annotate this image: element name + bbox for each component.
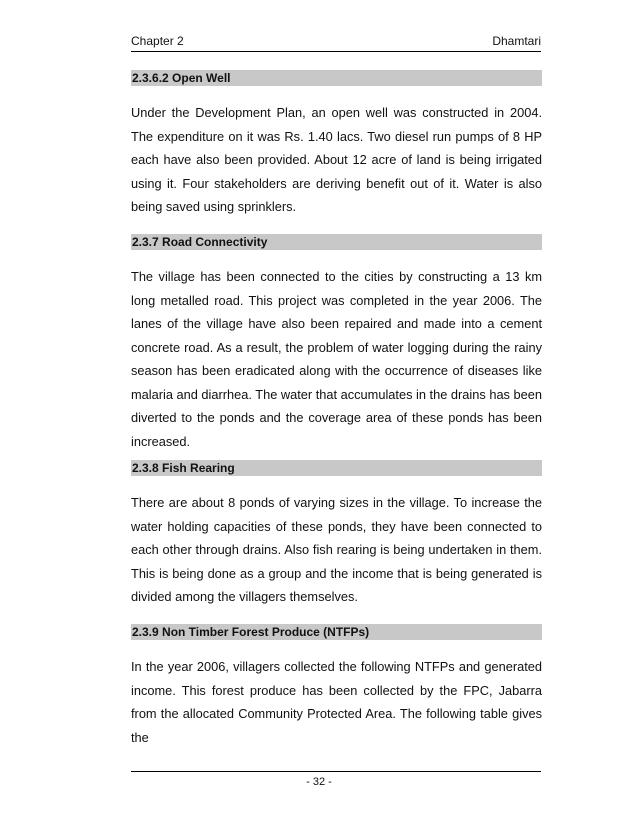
section-heading: 2.3.6.2 Open Well (131, 70, 542, 86)
section-open-well (131, 70, 542, 219)
section-paragraph: Under the Development Plan, an open well was constructed in 2004. The expenditure on it was Rs. 1.40 lacs. Two diesel run pumps of 8 HP each have also been provided. About 12 acre of land is being irrigated using it. Four stakeholders are deriving benefit out of it. Water is also being saved using sprinklers. (131, 105, 542, 214)
page-header (131, 34, 541, 52)
section-ntfp (131, 624, 542, 749)
section-heading: 2.3.7 Road Connectivity (131, 234, 542, 250)
section-paragraph: There are about 8 ponds of varying sizes in the village. To increase the water holding capacities of these ponds, they have been connected to each other through drains. Also fish rearing is being undertaken in them. This is being done as a group and the income that is being generated is divided among the villagers themselves. (131, 495, 542, 604)
district-label: Dhamtari (492, 34, 541, 48)
footer-rule (131, 771, 541, 772)
section-fish-rearing (131, 460, 542, 609)
section-road-connectivity (131, 234, 542, 453)
section-paragraph: In the year 2006, villagers collected the following NTFPs and generated income. This forest produce has been collected by the FPC, Jabarra from the allocated Community Protected Area. The following table gives the (131, 659, 542, 745)
section-paragraph: The village has been connected to the cities by constructing a 13 km long metalled road. This project was completed in the year 2006. The lanes of the village have also been repaired and made into a cement concrete road. As a result, the problem of water logging during the rainy season has been eradicated along with the occurrence of diseases like malaria and diarrhea. The water that accumulates in the drains has been diverted to the ponds and the coverage area of these ponds has been increased. (131, 269, 542, 449)
section-heading: 2.3.8 Fish Rearing (131, 460, 542, 476)
page-number: - 32 - (306, 776, 332, 788)
section-heading: 2.3.9 Non Timber Forest Produce (NTFPs) (131, 624, 542, 640)
chapter-label: Chapter 2 (131, 34, 184, 48)
